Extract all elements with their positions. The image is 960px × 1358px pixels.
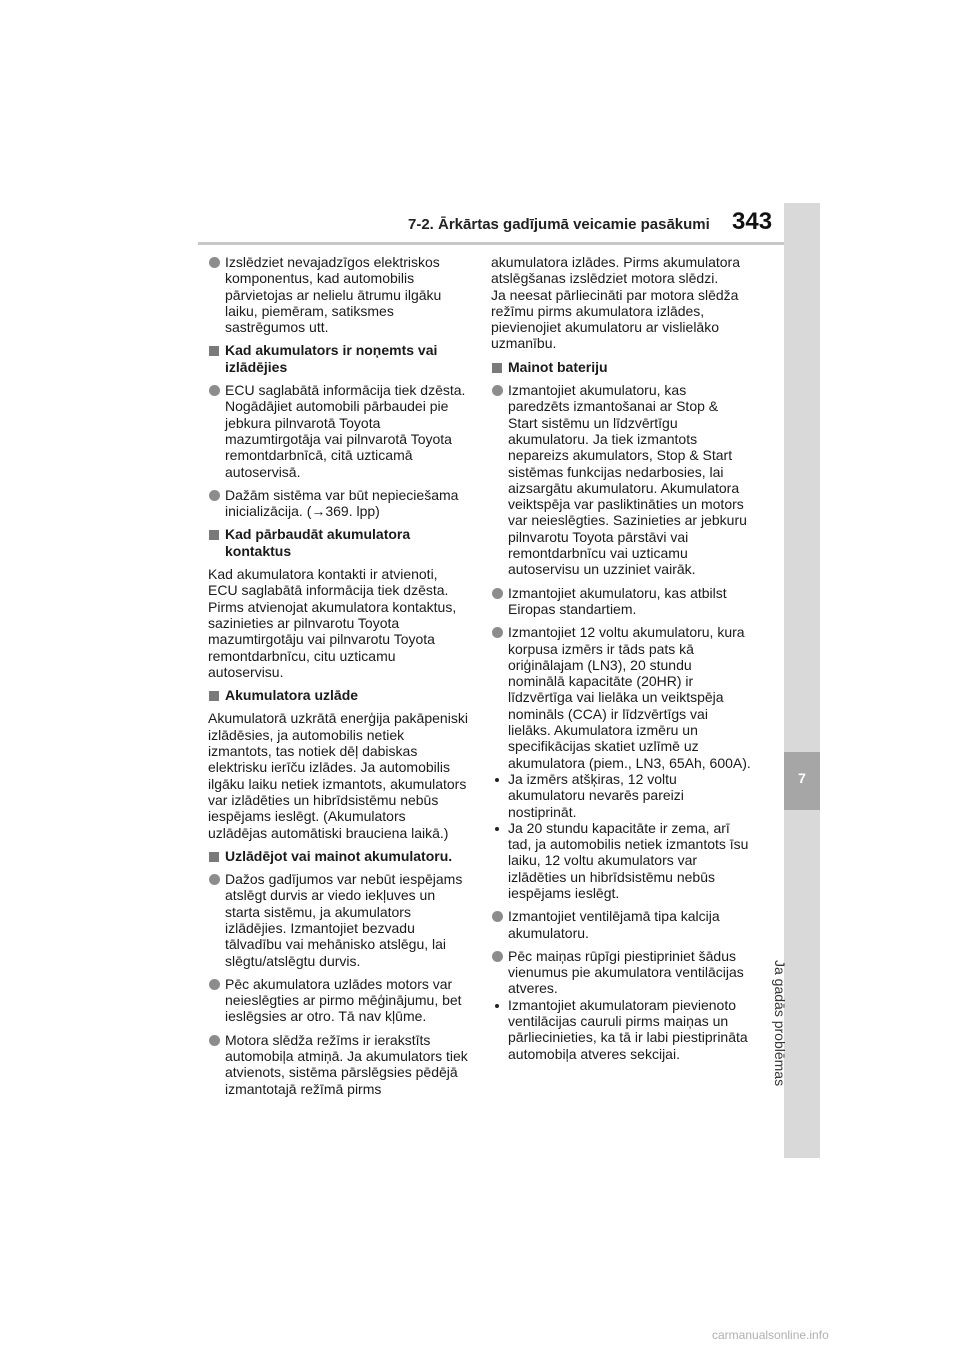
bullet-dot-icon <box>492 911 503 922</box>
chapter-label: Ja gadās problēmas <box>772 960 788 1087</box>
square-bullet-icon <box>209 346 219 356</box>
small-dot-icon <box>495 827 499 831</box>
bullet-item <box>208 254 468 335</box>
right-column <box>491 254 751 1069</box>
bullet-item <box>491 908 751 941</box>
bullet-dot-icon <box>209 257 220 268</box>
header-divider <box>198 242 784 245</box>
sub-bullet-item <box>491 820 751 901</box>
block-text: Izmantojiet ventilējamā tipa kalcija akumulatoru. <box>508 908 720 941</box>
bullet-item <box>208 1032 468 1097</box>
bullet-dot-icon <box>492 385 503 396</box>
left-column <box>208 254 468 1104</box>
square-bullet-icon <box>209 530 219 540</box>
bullet-dot-icon <box>209 490 220 501</box>
block-text: Kad akumulatora kontakti ir atvienoti, ECU saglabātā informācija tiek dzēsta. Pirms atvienojat akumulatora kontaktus, sazinieties ar pilnvarotu Toyota mazumtirgotāju vai pilnvarotu Toyota remontdarbnīcu, citu uzticamu autoservisu. <box>208 566 457 680</box>
sub-bullet-item <box>491 997 751 1062</box>
watermark: carmanualsonline.info <box>712 1328 829 1342</box>
page-number: 343 <box>732 208 773 235</box>
bullet-item <box>208 976 468 1025</box>
block-text: Ja izmērs atšķiras, 12 voltu akumulatoru nevarēs pareizi nostiprināt. <box>508 770 684 820</box>
block-text: Mainot bateriju <box>508 358 608 375</box>
block-text: Pēc akumulatora uzlādes motors var neieslēgties ar pirmo mēģinājumu, bet ieslēgsies ar otro. Tā nav kļūme. <box>225 975 462 1025</box>
block-text: Kad pārbaudāt akumulatora kontaktus <box>225 526 411 559</box>
block-text: Ja 20 stundu kapacitāte ir zema, arī tad, ja automobilis netiek izmantots īsu laiku, 12 voltu akumulators var izlādēties un hibrīdsistēmu nebūs iespējams ieslēgt. <box>508 819 749 901</box>
block-text: Uzlādējot vai mainot akumulatoru. <box>225 847 453 864</box>
bullet-dot-icon <box>492 951 503 962</box>
paragraph <box>208 710 468 840</box>
bullet-item <box>208 487 468 520</box>
block-text: Dažām sistēma var būt nepieciešama inicializācija. (→369. lpp) <box>225 486 459 520</box>
sub-bullet-item <box>491 771 751 820</box>
bullet-dot-icon <box>492 627 503 638</box>
bullet-dot-icon <box>209 385 220 396</box>
section-heading <box>208 687 468 703</box>
section-heading <box>208 526 468 559</box>
small-dot-icon <box>495 778 499 782</box>
square-bullet-icon <box>209 852 219 862</box>
bullet-dot-icon <box>209 979 220 990</box>
chapter-number: 7 <box>798 770 806 786</box>
section-title: 7-2. Ārkārtas gadījumā veicamie pasākumi <box>408 216 710 233</box>
block-text: akumulatora izlādes. Pirms akumulatora atslēgšanas izslēdziet motora slēdzi. Ja neesat pārliecināti par motora slēdža režīmu pirms akumulatora izlādes, pievienojiet akumulatoru ar vislielāko uzmanību. <box>491 254 740 352</box>
bullet-dot-icon <box>209 874 220 885</box>
section-heading <box>491 359 751 375</box>
paragraph <box>491 254 751 352</box>
block-text: Akumulatorā uzkrātā enerģija pakāpeniski izlādēsies, ja automobilis netiek izmantots, tas notiek dēļ dabiskas elektrisku ierīču izlādes. Ja automobilis ilgāku laiku netiek izmantots, akumulators var izlādēties un hibrīdsistēmu nebūs iespējams ieslēgt. (Akumulators uzlādējas automātiski brauciena laikā.) <box>208 710 468 841</box>
block-text: Izslēdziet nevajadzīgos elektriskos komponentus, kad automobilis pārvietojas ar nelielu ātrumu ilgāku laiku, piemēram, satiksmes sastrēgumos utt. <box>225 254 442 336</box>
block-text: Izmantojiet akumulatoru, kas atbilst Eiropas standartiem. <box>508 584 727 617</box>
bullet-dot-icon <box>209 1035 220 1046</box>
block-text: ECU saglabātā informācija tiek dzēsta. Nogādājiet automobili pārbaudei pie jebkura pilnvarotā Toyota mazumtirgotāja vai pilnvarotā Toyota remontdarbnīcā, citā uzticamā autoservisā. <box>225 382 466 480</box>
bullet-item <box>491 948 751 997</box>
square-bullet-icon <box>209 691 219 701</box>
block-text: Izmantojiet akumulatoru, kas paredzēts izmantošanai ar Stop & Start sistēmu un līdzvērtīgu akumulatoru. Ja tiek izmantots nepareizs akumulators, Stop & Start sistēmas funkcijas nedarbosies, lai aizsargātu akumulatoru. Akumulatora veiktspēja var pasliktināties un motors var neieslēgties. Sazinieties ar jebkuru pilnvarotu Toyota pārstāvi vai remontdarbnīcu vai uzticamu autoservisu un uzziniet vairāk. <box>508 382 747 578</box>
bullet-dot-icon <box>492 588 503 599</box>
small-dot-icon <box>495 1004 499 1008</box>
section-heading <box>208 848 468 864</box>
block-text: Pēc maiņas rūpīgi piestipriniet šādus vienumus pie akumulatora ventilācijas atveres. <box>508 947 744 997</box>
block-text: Dažos gadījumos var nebūt iespējams atslēgt durvis ar viedo iekļuves un starta sistēmu, ja akumulators izlādējies. Izmantojiet bezvadu tālvadību vai mehānisko atslēgu, lai slēgtu/atslēgtu durvis. <box>225 871 463 969</box>
bullet-item <box>491 585 751 618</box>
block-text: Kad akumulators ir noņemts vai izlādējies <box>225 342 438 375</box>
section-heading <box>208 342 468 375</box>
bullet-item <box>491 382 751 578</box>
bullet-item <box>491 624 751 771</box>
block-text: Izmantojiet 12 voltu akumulatoru, kura korpusa izmērs ir tāds pats kā oriģinālajam (LN3), 20 stundu nominālā kapacitāte (20HR) ir līdzvērtīga vai lielāka un veiktspēja nomināls (CCA) ir līdzvērtīgs vai lielāks. Akumulatora izmēru un specifikācijas skatiet uzlīmē uz akumulatora (piem., LN3, 65Ah, 600A). <box>508 624 751 771</box>
paragraph <box>208 566 468 680</box>
block-text: Motora slēdža režīms ir ierakstīts automobiļa atmiņā. Ja akumulators tiek atvienots, sistēma pārslēgsies pēdējā izmantotajā režīmā pirms <box>225 1031 468 1097</box>
bullet-item <box>208 382 468 480</box>
chapter-sidebar <box>784 203 820 1158</box>
square-bullet-icon <box>492 363 502 373</box>
block-text: Akumulatora uzlāde <box>225 687 359 704</box>
block-text: Izmantojiet akumulatoram pievienoto ventilācijas cauruli pirms maiņas un pārliecinieties, ka tā ir labi piestiprināta automobiļa atveres sekcijai. <box>508 996 748 1062</box>
bullet-item <box>208 871 468 969</box>
